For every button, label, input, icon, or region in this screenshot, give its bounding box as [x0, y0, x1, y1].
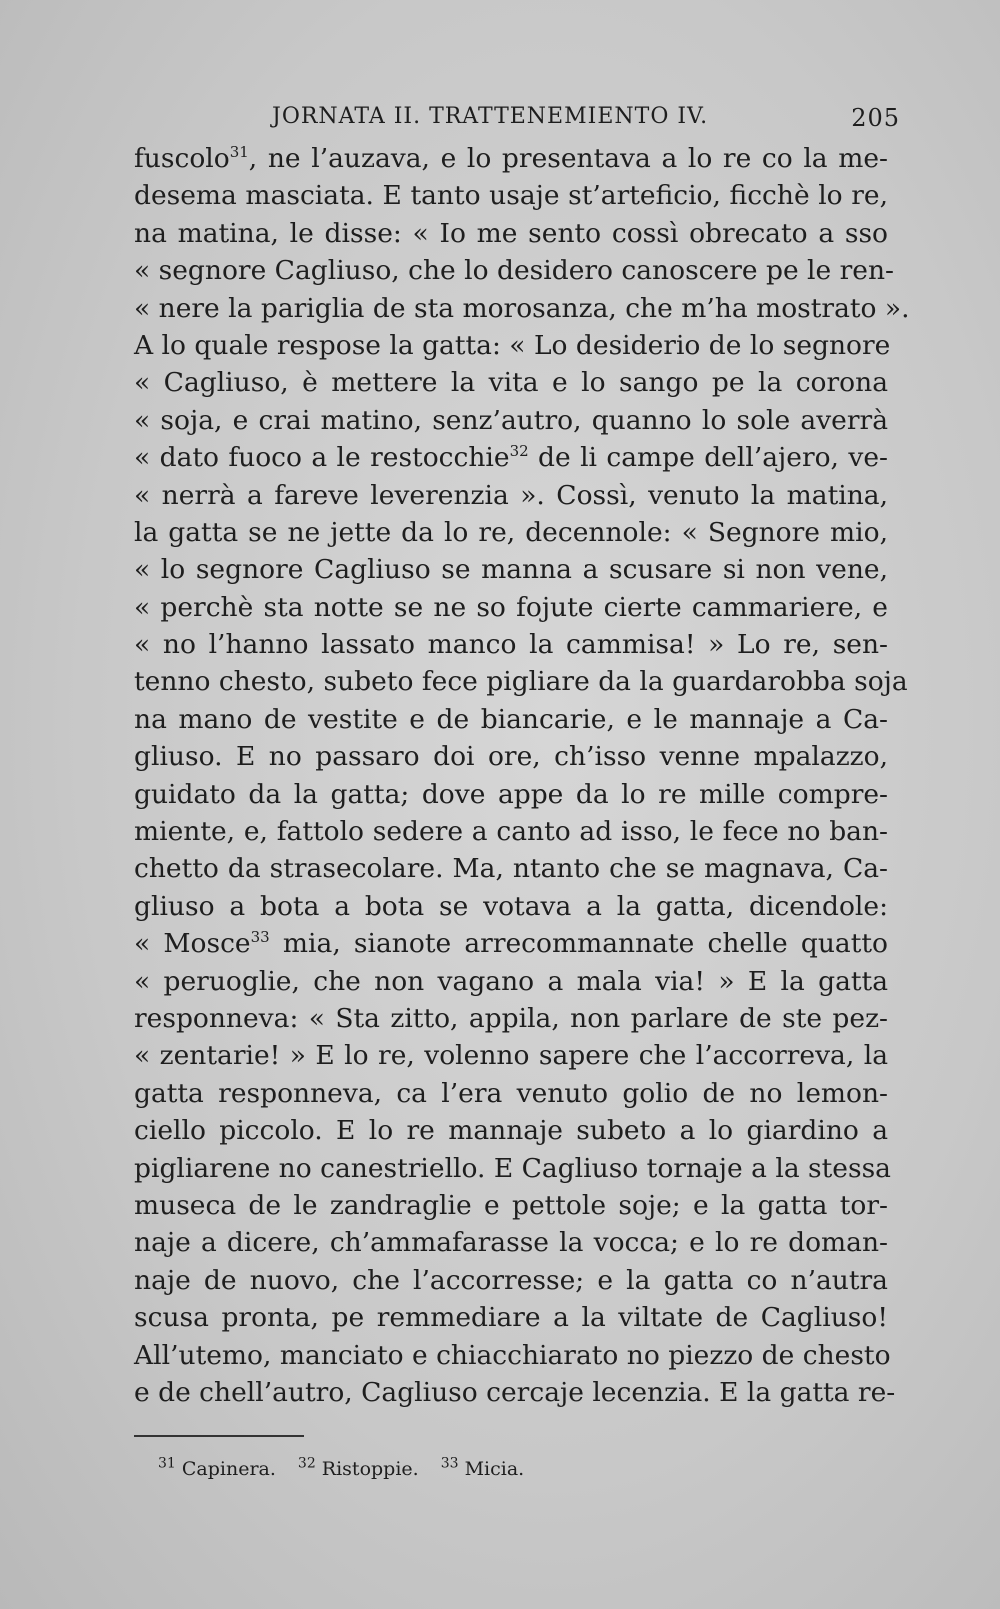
- text-run: tenno chesto, subeto fece pigliare da la guardarobba soja: [134, 666, 908, 698]
- text-line: [134, 551, 888, 588]
- text-line: [134, 327, 891, 364]
- text-run: de li campe dell’ajero, ve-: [528, 442, 888, 474]
- text-run: e de chell’autro, Cagliuso cercaje lecenzia. E la gatta re-: [134, 1376, 896, 1408]
- text-line: [134, 963, 888, 1000]
- text-run: scusa pronta, pe remmediare a la viltate de Cagliuso!: [134, 1302, 888, 1334]
- text-line: [134, 1262, 888, 1299]
- text-run: , ne l’auzava, e lo presentava a lo re co la me-: [248, 143, 888, 174]
- footnote-mark: 31: [158, 1455, 176, 1472]
- text-run: « nere la pariglia de sta morosanza, che m’ha mostrato ».: [134, 292, 910, 324]
- text-run: responneva: « Sta zitto, appila, non parlare de ste pez-: [134, 1002, 888, 1034]
- footnote-reference: 33: [250, 928, 270, 947]
- text-line: [134, 701, 888, 738]
- text-line: [134, 738, 888, 775]
- text-run: naje a dicere, ch’ammafarasse la vocca; e lo re doman-: [134, 1227, 888, 1259]
- text-line: [134, 364, 888, 401]
- footnote-text: Ristoppie.: [321, 1458, 419, 1480]
- text-run: gatta responneva, ca l’era venuto golio de no lemon-: [134, 1077, 888, 1109]
- text-run: « soja, e crai matino, senz’autro, quanno lo sole averrà: [134, 404, 888, 436]
- text-line: [134, 925, 888, 962]
- footnote: [158, 1455, 276, 1480]
- text-run: « Mosce: [134, 928, 251, 960]
- text-line: [134, 626, 888, 663]
- text-line: [134, 1374, 896, 1411]
- text-run: A lo quale respose la gatta: « Lo desiderio de lo segnore: [134, 329, 891, 361]
- text-run: chetto da strasecolare. Ma, ntanto che se magnava, Ca-: [134, 853, 888, 885]
- text-line: [134, 177, 888, 214]
- text-line: [134, 215, 888, 252]
- text-line: [134, 1299, 888, 1336]
- text-line: [134, 140, 888, 177]
- footnote-text: Capinera.: [181, 1458, 276, 1480]
- text-line: [134, 402, 888, 439]
- text-line: [134, 663, 908, 700]
- text-line: [134, 1037, 888, 1074]
- text-run: mia, sianote arrecommannate chelle quatto: [269, 928, 888, 960]
- footnote-mark: 32: [297, 1455, 316, 1472]
- text-line: [134, 1075, 888, 1112]
- footnote-reference: 32: [509, 442, 529, 461]
- text-run: « dato fuoco a le restocchie: [134, 442, 510, 474]
- text-run: la gatta se ne jette da lo re, decennole: « Segnore mio,: [134, 516, 888, 548]
- text-run: gliuso a bota a bota se votava a la gatta, dicendole:: [134, 890, 888, 922]
- text-line: [134, 514, 888, 551]
- text-line: [134, 1187, 888, 1224]
- text-run: « perchè sta notte se ne so fojute cierte cammariere, e: [134, 591, 888, 623]
- text-line: [134, 477, 888, 514]
- text-run: « zentarie! » E lo re, volenno sapere che l’accorreva, la: [134, 1040, 888, 1072]
- page-header: [272, 104, 900, 136]
- text-run: na matina, le disse: « Io me sento cossì obrecato a sso: [134, 217, 888, 249]
- text-run: ciello piccolo. E lo re mannaje subeto a lo giardino a: [134, 1115, 888, 1147]
- text-run: « peruoglie, che non vagano a mala via! » E la gatta: [134, 965, 888, 997]
- text-run: « lo segnore Cagliuso se manna a scusare si non vene,: [134, 554, 888, 586]
- text-run: « Cagliuso, è mettere la vita e lo sango pe la corona: [134, 367, 888, 399]
- text-run: miente, e, fattolo sedere a canto ad isso, le fece no ban-: [134, 816, 888, 848]
- text-run: All’utemo, manciato e chiacchiarato no piezzo de chesto: [134, 1339, 891, 1371]
- footnote: [297, 1455, 419, 1480]
- text-line: [134, 290, 910, 327]
- footnote-mark: 33: [440, 1455, 459, 1472]
- text-run: desema masciata. E tanto usaje st’arteficio, ficchè lo re,: [134, 180, 888, 212]
- running-title: JORNATA II. TRATTENEMIENTO IV.: [272, 104, 709, 129]
- page-number: 205: [851, 104, 900, 132]
- text-run: gliuso. E no passaro doi ore, ch’isso venne mpalazzo,: [134, 741, 888, 773]
- text-line: [134, 1224, 888, 1261]
- footnotes: [158, 1455, 546, 1480]
- text-line: [134, 1150, 891, 1187]
- text-line: [134, 252, 894, 289]
- footnote-reference: 31: [229, 143, 249, 162]
- footnote-rule: [134, 1435, 304, 1437]
- text-line: [134, 850, 888, 887]
- text-line: [134, 439, 888, 476]
- text-line: [134, 589, 888, 626]
- text-run: museca de le zandraglie e pettole soje; e la gatta tor-: [134, 1189, 888, 1221]
- text-run: na mano de vestite e de biancarie, e le mannaje a Ca-: [134, 703, 888, 735]
- text-line: [134, 1000, 888, 1037]
- text-run: naje de nuovo, che l’accorresse; e la gatta co n’autra: [134, 1264, 888, 1296]
- text-run: « segnore Cagliuso, che lo desidero canoscere pe le ren-: [134, 255, 894, 287]
- text-line: [134, 888, 888, 925]
- body-text: [134, 140, 910, 1411]
- text-run: « nerrà a fareve leverenzia ». Cossì, venuto la matina,: [134, 479, 888, 511]
- text-run: fuscolo: [134, 143, 230, 174]
- text-line: [134, 813, 888, 850]
- footnote-text: Micia.: [464, 1458, 525, 1480]
- text-line: [134, 1337, 891, 1374]
- text-line: [134, 1112, 888, 1149]
- footnote: [440, 1455, 525, 1480]
- text-line: [134, 776, 888, 813]
- text-run: guidato da la gatta; dove appe da lo re mille compre-: [134, 778, 888, 810]
- text-run: pigliarene no canestriello. E Cagliuso tornaje a la stessa: [134, 1152, 891, 1184]
- text-run: « no l’hanno lassato manco la cammisa! » Lo re, sen-: [134, 629, 888, 661]
